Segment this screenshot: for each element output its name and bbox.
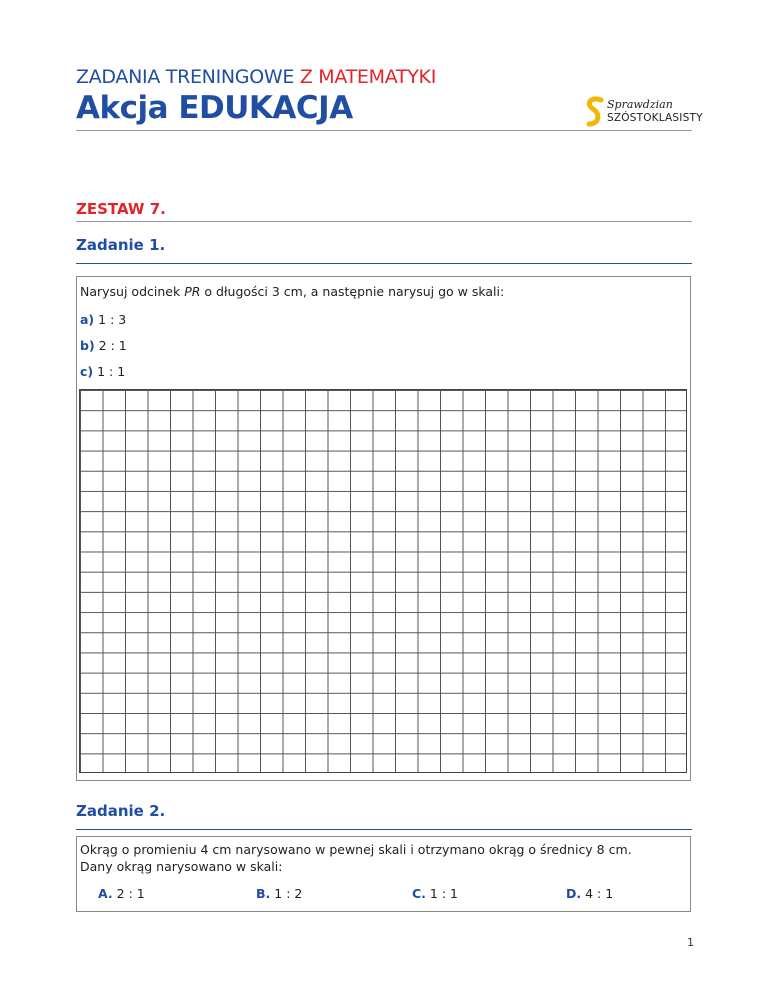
task1-prompt bbox=[80, 284, 504, 299]
option-text: 1 : 2 bbox=[274, 886, 303, 901]
header-subtitle-blue: ZADANIA TRENINGOWE bbox=[76, 66, 295, 88]
item-label: a) bbox=[80, 312, 95, 327]
task2-prompt-line2: Dany okrąg narysowano w skali: bbox=[80, 859, 283, 874]
task1-item-b bbox=[80, 338, 127, 353]
logo bbox=[585, 96, 705, 130]
logo-line2: SZÓSTOKLASISTY bbox=[607, 112, 703, 124]
option-label: D. bbox=[566, 886, 582, 901]
set-title: ZESTAW 7. bbox=[76, 200, 166, 218]
page-title: Akcja EDUKACJA bbox=[76, 90, 353, 126]
task2-divider bbox=[76, 829, 692, 830]
task1-heading: Zadanie 1. bbox=[76, 236, 166, 254]
page-number: 1 bbox=[687, 936, 694, 949]
item-label: b) bbox=[80, 338, 95, 353]
drawing-grid[interactable] bbox=[79, 389, 687, 773]
task1-prompt-part1: Narysuj odcinek bbox=[80, 284, 181, 299]
option-label: A. bbox=[98, 886, 113, 901]
option-text: 4 : 1 bbox=[585, 886, 614, 901]
option-label: C. bbox=[412, 886, 426, 901]
task2-option-b[interactable] bbox=[256, 886, 302, 901]
item-text: 2 : 1 bbox=[98, 338, 127, 353]
task2-heading: Zadanie 2. bbox=[76, 802, 166, 820]
item-text: 1 : 1 bbox=[97, 364, 126, 379]
task1-item-a bbox=[80, 312, 126, 327]
item-text: 1 : 3 bbox=[98, 312, 127, 327]
task1-prompt-part2: o długości 3 cm, a następnie narysuj go w skali: bbox=[204, 284, 505, 299]
header-subtitle bbox=[76, 66, 436, 88]
logo-s-icon bbox=[585, 96, 605, 128]
option-text: 2 : 1 bbox=[116, 886, 145, 901]
option-label: B. bbox=[256, 886, 271, 901]
header-divider bbox=[76, 130, 692, 131]
header-subtitle-red: Z MATEMATYKI bbox=[299, 66, 437, 88]
task1-divider bbox=[76, 263, 692, 264]
task1-item-c bbox=[80, 364, 125, 379]
task2-option-a[interactable] bbox=[98, 886, 145, 901]
item-label: c) bbox=[80, 364, 94, 379]
task2-option-c[interactable] bbox=[412, 886, 458, 901]
logo-line1: Sprawdzian bbox=[607, 98, 673, 111]
option-text: 1 : 1 bbox=[429, 886, 458, 901]
task1-prompt-segment: PR bbox=[184, 284, 201, 299]
task2-option-d[interactable] bbox=[566, 886, 613, 901]
task2-prompt-line1: Okrąg o promieniu 4 cm narysowano w pewnej skali i otrzymano okrąg o średnicy 8 cm. bbox=[80, 842, 632, 857]
set-divider bbox=[76, 221, 692, 222]
